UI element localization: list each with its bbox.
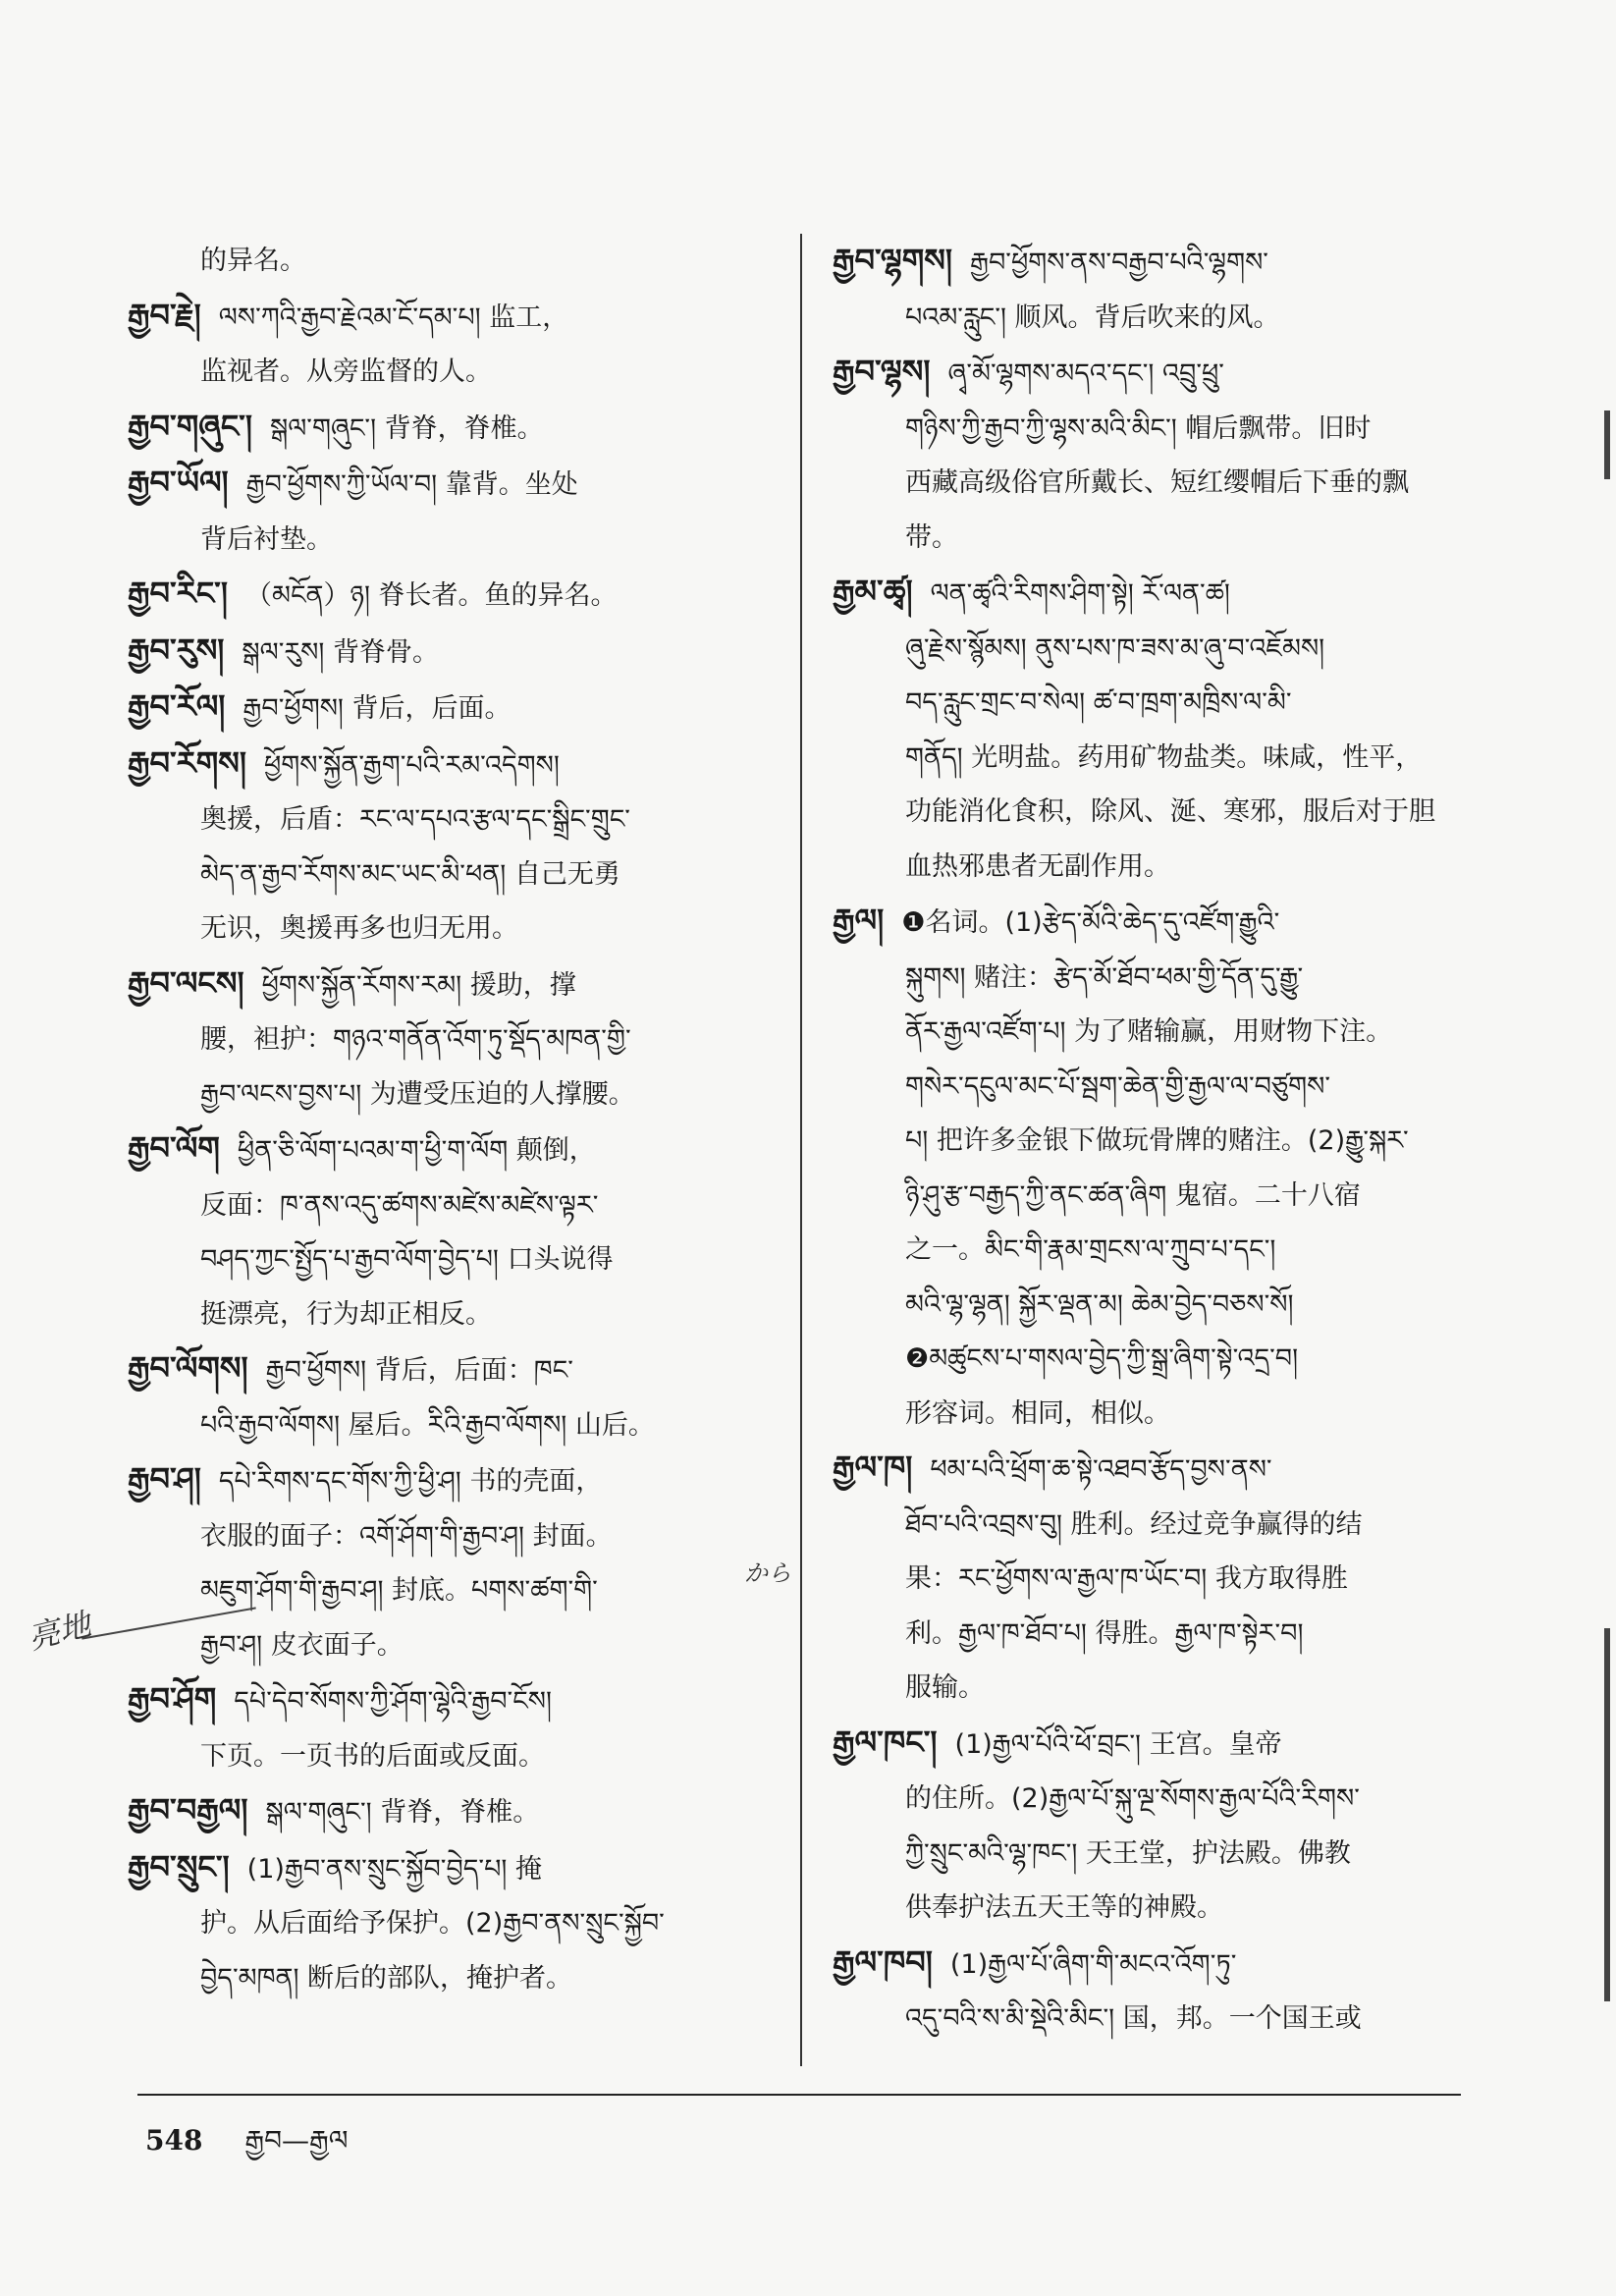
entry-headword: རྒྱབ་ཡོལ། [128,464,229,501]
dictionary-entry [128,737,795,957]
entry-continuation-line: 果：རང་ཕྱོགས་ལ་རྒྱལ་ཁ་ཡོང་བ། 我方取得胜 [905,1563,1348,1594]
entry-continuation-line: གསེར་དངུལ་མང་པོ་སྦག་ཆེན་གྱི་རྒྱལ་ལ་བཙུགས་ [905,1070,1331,1102]
entry-continuation-line: མེད་ན་རྒྱབ་རོགས་མང་ཡང་མི་ཕན། 自己无勇 [200,858,620,890]
edge-mark [1604,410,1610,479]
column-divider [800,234,802,2066]
entry-first-line [128,624,795,681]
entry-first-line [128,400,795,457]
entry-definition-text: དཔེ་དེབ་སོགས་ཀྱི་ཤོག་ལྷེའི་རྒྱབ་ངོས། [234,1686,552,1717]
entry-definition-text: སྒལ་རུས། 背脊骨。 [242,636,439,668]
entry-definition-text: ཕྱོགས་སྐྱོན་རོགས་རམ། 援助，撑 [261,969,576,1001]
dictionary-entry [128,289,795,400]
entry-continuation-line: 供奉护法五天王等的神殿。 [905,1892,1223,1923]
entry-continuation-line: གཉིས་ཀྱི་རྒྱབ་ཀྱི་ལྷས་མའི་མིང་། 帽后飘带。旧时 [905,412,1372,444]
entry-continuation-line: འདུ་བའི་ས་མི་སྡེའི་མིང་། 国，邦。一个国王或 [905,2003,1362,2034]
dictionary-entry [128,1452,795,1672]
entry-continuation-line: གནོད། 光明盐。药用矿物盐类。味咸，性平， [905,741,1423,773]
entry-definition-text: （མངོན）ཉ། 脊长者。鱼的异名。 [244,580,618,611]
entry-first-line [128,234,795,289]
entry-definition-text: ཞྭ་མོ་ལྷགས་མདའ་དང་། འབྲུ་ཕྲུ་ [947,358,1224,389]
page-range: རྒྱབ—རྒྱལ [244,2124,349,2157]
entry-first-line [128,1452,795,1509]
entry-continuation-line: 的住所。(2)རྒྱལ་པོ་སྐུ་ལྔ་སོགས་རྒྱལ་པོའི་རིགས་ [905,1783,1360,1814]
entry-continuation-line: པ། 把许多金银下做玩骨牌的赌注。(2)རྒྱུ་སྐར་ [905,1125,1409,1156]
entry-definition-text: (1)རྒྱལ་པོའི་ཕོ་བྲང་། 王宫。皇帝 [954,1728,1282,1760]
entry-definition-text: སྒལ་གཞུང་། 背脊，脊椎。 [269,412,544,444]
dictionary-entry [833,345,1461,565]
entry-continuation-line: 功能消化食积，除风、涎、寒邪，服后对于胆 [905,796,1435,827]
dictionary-entry [833,1936,1461,2047]
entry-headword: རྒྱབ་རྗེ། [128,296,201,334]
footer-rule [137,2094,1461,2096]
entry-definition-text: དཔེ་རིགས་དང་གོས་ཀྱི་ཕྱི་ཤ། 书的壳面， [218,1466,603,1497]
entry-continuation-line: བཤད་ཀྱང་སྤྱོད་པ་རྒྱབ་ལོག་བྱེད་པ། 口头说得 [200,1244,614,1275]
entry-headword: རྒྱབ་ཤ། [128,1460,201,1498]
dictionary-entry [128,1672,795,1783]
entry-continuation-line: བྱེད་མཁན། 断后的部队，掩护者。 [200,1962,573,1994]
entry-first-line [128,680,795,737]
entry-continuation-line: 腰，袒护：གཉའ་གནོན་འོག་ཏུ་སྡོད་མཁན་གྱི་ [200,1024,631,1055]
entry-first-line [128,1840,795,1897]
entry-first-line [128,456,795,513]
handwritten-inline-note: から [744,1559,791,1587]
entry-headword: རྒྱལ། [833,902,885,939]
entry-continuation-line: 背后衬垫。 [200,523,333,555]
entry-continuation-line: 无识，奥援再多也归无用。 [200,913,518,944]
entry-continuation-line: 监视者。从旁监督的人。 [200,356,492,387]
scan-edge-marks [1604,0,1610,2296]
dictionary-entry [128,1783,795,1840]
entry-headword: རྒྱབ་གཞུང་། [128,407,252,445]
entry-headword: རྒྱབ་ཤོག [128,1680,217,1718]
entry-definition-text: སྒལ་གཞུང་། 背脊，脊椎。 [265,1797,540,1828]
entry-headword: རྒྱམ་ཚྭ། [833,573,913,610]
entry-headword: རྒྱབ་རིང་། [128,574,228,612]
entry-continuation-line: བད་རླུང་གྲང་བ་སེལ། ཚ་བ་ཁྲག་མཁྲིས་ལ་མི་ [905,687,1292,718]
dictionary-entry [833,894,1461,1441]
entry-continuation-line: 反面：ཁ་ནས་འདུ་ཚགས་མཛེས་མཛེས་ལྟར་ [200,1189,599,1221]
dictionary-entry [128,456,795,567]
entry-continuation-line: 西藏高级俗官所戴长、短红缨帽后下垂的飘带。 [905,467,1409,553]
entry-definition-text: (1)རྒྱབ་ནས་སྲུང་སྐྱོབ་བྱེད་པ། 掩 [246,1853,542,1885]
entry-first-line [833,1936,1461,1993]
entry-first-line [128,1341,795,1398]
dictionary-entry [128,234,795,289]
entry-continuation-line: 下页。一页书的后面或反面。 [200,1740,545,1772]
entry-definition-text: རྒྱབ་ཕྱོགས། 背后，后面：ཁང་ [265,1355,573,1386]
entry-continuation-line: ཉི་ཤུ་རྩ་བརྒྱད་ཀྱི་ནང་ཚན་ཞིག 鬼宿。二十八宿 [905,1179,1361,1211]
entry-first-line [128,957,795,1013]
entry-definition-text: ❶名词。(1)རྩེད་མོའི་ཆེད་དུ་འཛོག་རྒྱུའི་ [901,907,1280,938]
dictionary-entry [128,1121,795,1341]
dictionary-entry [128,1840,795,2006]
entry-continuation-line: མཇུག་ཤོག་གི་རྒྱབ་ཤ། 封底。པགས་ཚག་གི་ [200,1575,598,1606]
entry-continuation-line: 服输。 [905,1672,985,1703]
entry-definition-text: ཕྱིན་ཅི་ལོག་པའམ་ག་ཕྱི་ག་ལོག 颠倒， [237,1135,596,1166]
entry-continuation-line: པའི་རྒྱབ་ལོགས། 屋后。རིའི་རྒྱབ་ལོགས། 山后。 [200,1409,655,1441]
entry-definition-text: 的异名。 [200,246,306,276]
entry-continuation-line: མའི་ལྷ་ལྷན། སྐྱོར་ལྡན་མ། ཆེམ་བྱེད་བཅས་སོ། [905,1288,1294,1320]
entry-definition-text: ལས་ཀའི་རྒྱབ་རྗེའམ་ངོ་དམ་པ། 监工， [218,301,569,333]
entry-continuation-line: 利。རྒྱལ་ཁ་ཐོབ་པ། 得胜。རྒྱལ་ཁ་སྟེར་བ། [905,1617,1304,1649]
entry-continuation-line: པའམ་རླུང་། 顺风。背后吹来的风。 [905,301,1280,333]
right-column [833,234,1461,2047]
entry-headword: རྒྱབ་རུས། [128,630,225,669]
dictionary-entry [833,565,1461,894]
entry-headword: རྒྱབ་ལངས། [128,963,244,1002]
entry-first-line [833,1441,1461,1498]
entry-first-line [833,894,1461,951]
entry-continuation-line: ❷མཚུངས་པ་གསལ་བྱེད་ཀྱི་སྒྲ་ཞིག་སྟེ་འདྲ་བ། [905,1343,1299,1374]
entry-first-line [128,1783,795,1840]
entry-continuation-line: 形容词。相同，相似。 [905,1397,1170,1429]
entry-continuation-line: ཞུ་རྗེས་སྙོམས། ནུས་པས་ཁ་ཟས་མ་ཞུ་བ་འཇོམས། [905,632,1325,664]
entry-first-line [833,234,1461,291]
entry-headword: རྒྱལ་ཁ། [833,1449,913,1486]
dictionary-entry [128,567,795,624]
entry-headword: རྒྱབ་རོལ། [128,687,226,725]
entry-headword: རྒྱལ་ཁང་། [833,1722,938,1761]
entry-definition-text: ལན་ཚྭའི་རིགས་ཤིག་སྟེ། རོ་ལན་ཚ། [930,578,1230,609]
entry-headword: རྒྱབ་ལྷས། [833,353,931,390]
entry-headword: རྒྱབ་ལོགས། [128,1349,248,1387]
handwritten-margin-note: 亮地 [24,1605,95,1658]
entry-continuation-line: 血热邪患者无副作用。 [905,850,1170,882]
edge-mark [1604,1628,1610,2001]
entry-definition-text: རྒྱབ་ཕྱོགས། 背后，后面。 [242,693,512,724]
entry-definition-text: ཕམ་པའི་ཕྲོག་ཆ་སྟེ་འཐབ་རྩོད་བྱས་ནས་ [930,1454,1272,1485]
entry-continuation-line: 之一。མིང་གི་རྣམ་གྲངས་ལ་ཀྲུབ་པ་དང་། [905,1234,1276,1265]
entry-continuation-line: སྐུགས། 赌注：རྩེད་མོ་ཐོབ་ཕམ་གྱི་དོན་དུ་རྒྱུ་ [905,961,1304,993]
entry-headword: རྒྱབ་སྲུང་། [128,1847,230,1886]
entry-definition-text: རྒྱབ་ཕྱོགས་ནས་བརྒྱབ་པའི་ལྷགས་ [969,247,1268,278]
dictionary-entry [128,400,795,457]
entry-continuation-line: ནོར་རྒྱལ་འཛོག་པ། 为了赌输赢，用财物下注。 [905,1016,1393,1047]
entry-first-line [128,289,795,346]
entry-headword: རྒྱབ་བརྒྱལ། [128,1791,248,1829]
entry-first-line [128,1121,795,1178]
page-footer [145,2109,349,2187]
entry-first-line [833,1716,1461,1773]
entry-definition-text: (1)རྒྱལ་པོ་ཞིག་གི་མངའ་འོག་ཏུ་ [949,1948,1237,1980]
entry-first-line [833,345,1461,402]
entry-headword: རྒྱབ་རོགས། [128,743,246,782]
entry-continuation-line: རྒྱབ་ལངས་བྱས་པ། 为遭受压迫的人撑腰。 [200,1078,635,1110]
entry-first-line [833,565,1461,622]
dictionary-entry [128,624,795,681]
entry-first-line [128,567,795,624]
entry-headword: རྒྱལ་ཁབ། [833,1942,933,1981]
entry-headword: རྒྱབ་ལོག [128,1129,220,1167]
entry-continuation-line: 护。从后面给予保护。(2)རྒྱབ་ནས་སྲུང་སྐྱོབ་ [200,1908,665,1939]
entry-headword: རྒྱབ་ལྷགས། [833,242,952,279]
entry-continuation-line: 奥援，后盾：རང་ལ་དཔའ་རྩལ་དང་སྒྲིང་གྲུང་ [200,804,630,835]
entry-first-line [128,1672,795,1729]
dictionary-entry [128,1341,795,1452]
entry-continuation-line: ཐོབ་པའི་འབྲས་བུ། 胜利。经过竞争赢得的结 [905,1508,1363,1540]
entry-continuation-line: ཀྱི་སྲུང་མའི་ལྷ་ཁང་། 天王堂，护法殿。佛教 [905,1837,1351,1869]
dictionary-entry [128,680,795,737]
left-column [128,234,795,2005]
page-number: 548 [145,2124,203,2157]
entry-continuation-line: རྒྱབ་ཤ། 皮衣面子。 [200,1629,404,1661]
dictionary-entry [833,234,1461,345]
entry-continuation-line: 挺漂亮，行为却正相反。 [200,1298,492,1330]
entry-definition-text: རྒྱབ་ཕྱོགས་ཀྱི་ཡོལ་བ། 靠背。坐处 [245,469,578,500]
entry-continuation-line: 衣服的面子：འགོ་ཤོག་གི་རྒྱབ་ཤ། 封面。 [200,1520,613,1552]
entry-first-line [128,737,795,793]
dictionary-entry [833,1716,1461,1936]
dictionary-entry [833,1441,1461,1716]
entry-definition-text: ཕྱོགས་སྐྱོན་རྒྱག་པའི་རམ་འདེགས། [263,749,560,781]
dictionary-entry [128,957,795,1122]
